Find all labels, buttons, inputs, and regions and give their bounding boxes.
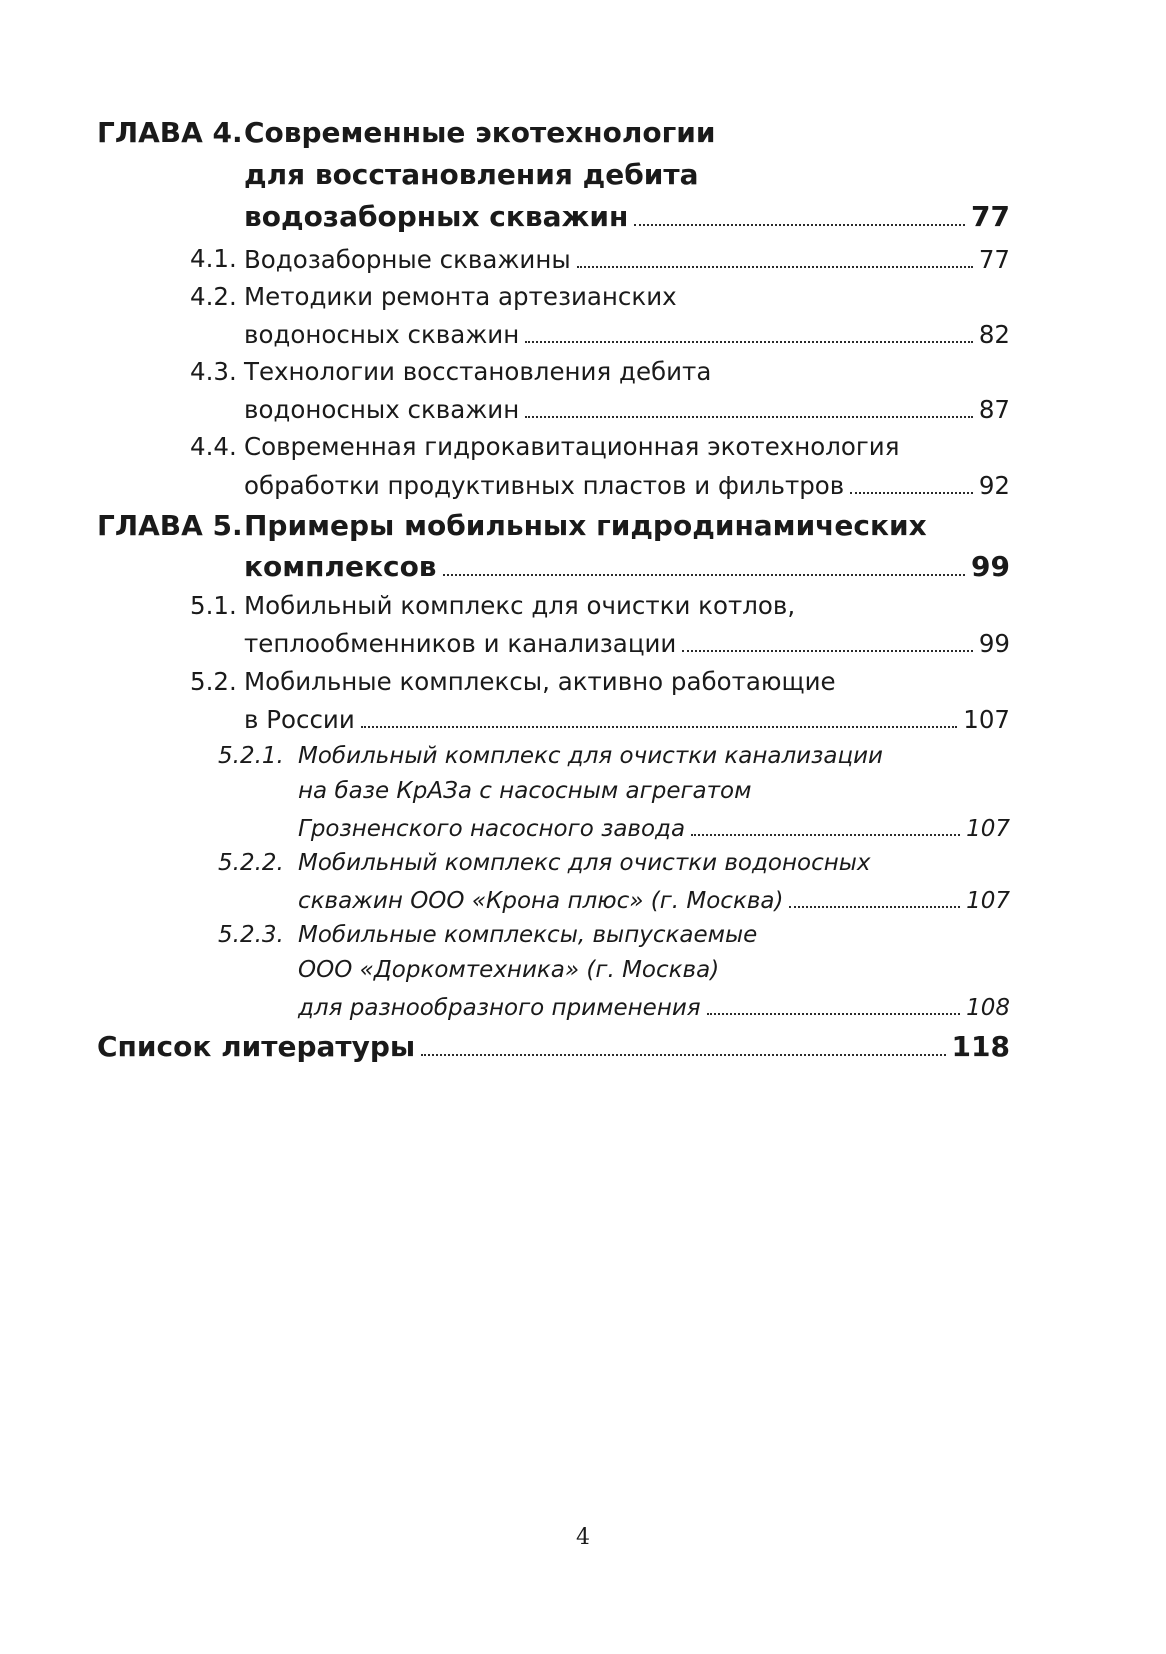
subsection-number: 5.2.3. [218,922,284,948]
section-number: 4.1. [190,244,237,273]
section-title-line: Мобильные комплексы, активно работающие [244,667,836,696]
section-title-line: водоносных скважин [244,395,520,424]
subsection-title-line: Мобильный комплекс для очистки водоносных [298,850,871,876]
section-title-line: водоносных скважин [244,320,520,349]
subsection-title-line: Грозненского насосного завода [298,816,686,842]
page-number: 107 [966,888,1010,914]
dot-leader [577,240,973,268]
chapter-title-line: для восстановления дебита [244,158,699,191]
section-title-line: Мобильный комплекс для очистки котлов, [244,591,796,620]
chapter-title-line: комплексов [244,550,437,583]
section-title-line: Современная гидрокавитационная экотехнология [244,432,900,461]
dot-leader [682,624,972,652]
section-number: 4.4. [190,432,237,461]
chapter-title-line: водозаборных скважин [244,200,629,233]
dot-leader [525,390,973,418]
page-number: 77 [971,200,1010,233]
chapter-label: ГЛАВА 4. [97,116,243,149]
subsection-title-line: ООО «Доркомтехника» (г. Москва) [298,957,720,983]
page-number: 108 [966,995,1010,1021]
subsection-title-line: на базе КрАЗа с насосным агрегатом [298,778,752,804]
page-number: 77 [978,245,1010,274]
dot-leader [361,700,957,728]
dot-leader [691,808,960,836]
subsection-title-line: Мобильный комплекс для очистки канализации [298,743,884,769]
subsection-title-line: скважин ООО «Крона плюс» (г. Москва) [298,888,784,914]
subsection-title-line: для разнообразного применения [298,995,701,1021]
page-number: 87 [978,395,1010,424]
dot-leader [443,548,966,576]
page-number: 99 [978,629,1010,658]
chapter-title-line: Примеры мобильных гидродинамических [244,509,927,542]
dot-leader [707,987,960,1015]
section-number: 4.2. [190,282,237,311]
dot-leader [789,880,960,908]
section-title-line: Методики ремонта артезианских [244,282,677,311]
page-folio-number: 4 [576,1525,590,1550]
subsection-number: 5.2.2. [218,850,284,876]
section-title-line: Водозаборные скважины [244,245,571,274]
dot-leader [634,198,965,226]
section-title-line: Технологии восстановления дебита [244,357,712,386]
section-number: 5.1. [190,591,237,620]
section-title-line: обработки продуктивных пластов и фильтров [244,471,845,500]
bibliography-title: Список литературы [97,1030,416,1063]
section-title-line: в России [244,705,355,734]
subsection-number: 5.2.1. [218,743,284,769]
page-number: 107 [966,816,1010,842]
page-number: 107 [963,705,1010,734]
dot-leader [850,466,973,494]
section-title-line: теплообменников и канализации [244,629,677,658]
chapter-label: ГЛАВА 5. [97,509,243,542]
dot-leader [525,315,973,343]
page-number: 118 [951,1030,1010,1063]
page-number: 99 [971,550,1010,583]
page-number: 82 [978,320,1010,349]
page-number: 92 [978,471,1010,500]
dot-leader [421,1028,945,1056]
chapter-title-line: Современные экотехнологии [244,116,716,149]
section-number: 5.2. [190,667,237,696]
subsection-title-line: Мобильные комплексы, выпускаемые [298,922,758,948]
section-number: 4.3. [190,357,237,386]
